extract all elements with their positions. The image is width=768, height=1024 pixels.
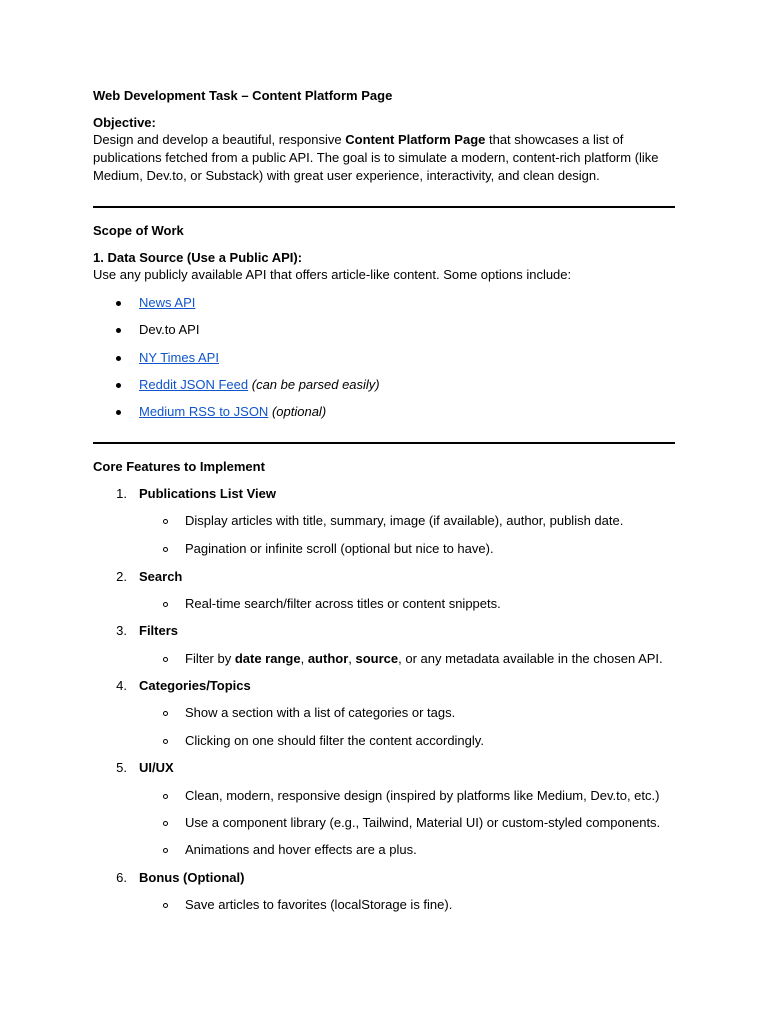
feature-item bbox=[185, 650, 663, 668]
core-features-heading: Core Features to Implement bbox=[93, 459, 265, 474]
feature-item: Show a section with a list of categories or tags. bbox=[185, 705, 456, 720]
document-title: Web Development Task – Content Platform Page bbox=[93, 88, 393, 103]
feature-item: Use a component library (e.g., Tailwind, Material UI) or custom-styled components. bbox=[185, 815, 661, 830]
sub-bullet-icon bbox=[163, 848, 168, 853]
feature-number: 4. bbox=[116, 678, 127, 693]
sub-bullet-icon bbox=[163, 519, 168, 524]
data-source-heading: 1. Data Source (Use a Public API): bbox=[93, 250, 303, 265]
feature-number: 1. bbox=[116, 486, 127, 501]
ny-times-api-link[interactable]: NY Times API bbox=[139, 350, 219, 365]
data-source-intro: Use any publicly available API that offers article-like content. Some options include: bbox=[93, 267, 572, 282]
filter-text-tail: , or any metadata available in the chosen API. bbox=[398, 651, 663, 666]
filter-sep: , bbox=[348, 651, 356, 666]
news-api-link[interactable]: News API bbox=[139, 295, 196, 310]
filter-text: Filter by bbox=[185, 651, 235, 666]
api-list-item[interactable] bbox=[139, 294, 195, 312]
feature-item: Animations and hover effects are a plus. bbox=[185, 842, 417, 857]
filter-sep: , bbox=[300, 651, 308, 666]
api-note: (can be parsed easily) bbox=[251, 377, 380, 392]
objective-line-2: publications fetched from a public API. The goal is to simulate a modern, content-rich platform (like bbox=[93, 150, 659, 165]
bullet-icon bbox=[116, 301, 121, 306]
feature-number: 5. bbox=[116, 760, 127, 775]
objective-heading: Objective: bbox=[93, 115, 156, 130]
objective-text-tail: that showcases a list of bbox=[485, 132, 624, 147]
sub-bullet-icon bbox=[163, 711, 168, 716]
bullet-icon bbox=[116, 328, 121, 333]
filter-author: author bbox=[307, 651, 349, 666]
section-divider bbox=[93, 442, 675, 444]
sub-bullet-icon bbox=[163, 903, 168, 908]
filter-source: source bbox=[355, 651, 399, 666]
sub-bullet-icon bbox=[163, 547, 168, 552]
feature-number: 3. bbox=[116, 623, 127, 638]
sub-bullet-icon bbox=[163, 794, 168, 799]
api-list-item[interactable] bbox=[139, 376, 380, 394]
feature-item: Save articles to favorites (localStorage is fine). bbox=[185, 897, 453, 912]
feature-title: Publications List View bbox=[139, 486, 277, 501]
bullet-icon bbox=[116, 410, 121, 415]
feature-title: Categories/Topics bbox=[139, 678, 251, 693]
scope-heading: Scope of Work bbox=[93, 223, 184, 238]
sub-bullet-icon bbox=[163, 821, 168, 826]
feature-number: 2. bbox=[116, 569, 127, 584]
bullet-icon bbox=[116, 383, 121, 388]
section-divider bbox=[93, 206, 675, 208]
feature-item: Real-time search/filter across titles or content snippets. bbox=[185, 596, 501, 611]
api-note: (optional) bbox=[271, 404, 327, 419]
objective-line-3: Medium, Dev.to, or Substack) with great user experience, interactivity, and clean design. bbox=[93, 168, 600, 183]
feature-title: Filters bbox=[139, 623, 179, 638]
objective-text: Design and develop a beautiful, responsive bbox=[93, 132, 346, 147]
sub-bullet-icon bbox=[163, 602, 168, 607]
feature-item: Clean, modern, responsive design (inspired by platforms like Medium, Dev.to, etc.) bbox=[185, 788, 660, 803]
sub-bullet-icon bbox=[163, 657, 168, 662]
api-list-item[interactable] bbox=[139, 403, 326, 421]
filter-date-range: date range bbox=[234, 651, 301, 666]
bullet-icon bbox=[116, 356, 121, 361]
feature-title: Search bbox=[139, 569, 183, 584]
reddit-json-feed-link[interactable]: Reddit JSON Feed bbox=[139, 377, 249, 392]
sub-bullet-icon bbox=[163, 739, 168, 744]
feature-title: Bonus (Optional) bbox=[139, 870, 245, 885]
feature-item: Display articles with title, summary, image (if available), author, publish date. bbox=[185, 513, 624, 528]
objective-emphasis: Content Platform Page bbox=[345, 132, 486, 147]
feature-title: UI/UX bbox=[139, 760, 174, 775]
api-list-item[interactable] bbox=[139, 349, 219, 367]
feature-number: 6. bbox=[116, 870, 127, 885]
feature-item: Clicking on one should filter the content accordingly. bbox=[185, 733, 484, 748]
medium-rss-link[interactable]: Medium RSS to JSON bbox=[139, 404, 269, 419]
feature-item: Pagination or infinite scroll (optional but nice to have). bbox=[185, 541, 494, 556]
api-list-item: Dev.to API bbox=[139, 322, 200, 337]
objective-line-1 bbox=[93, 131, 623, 149]
